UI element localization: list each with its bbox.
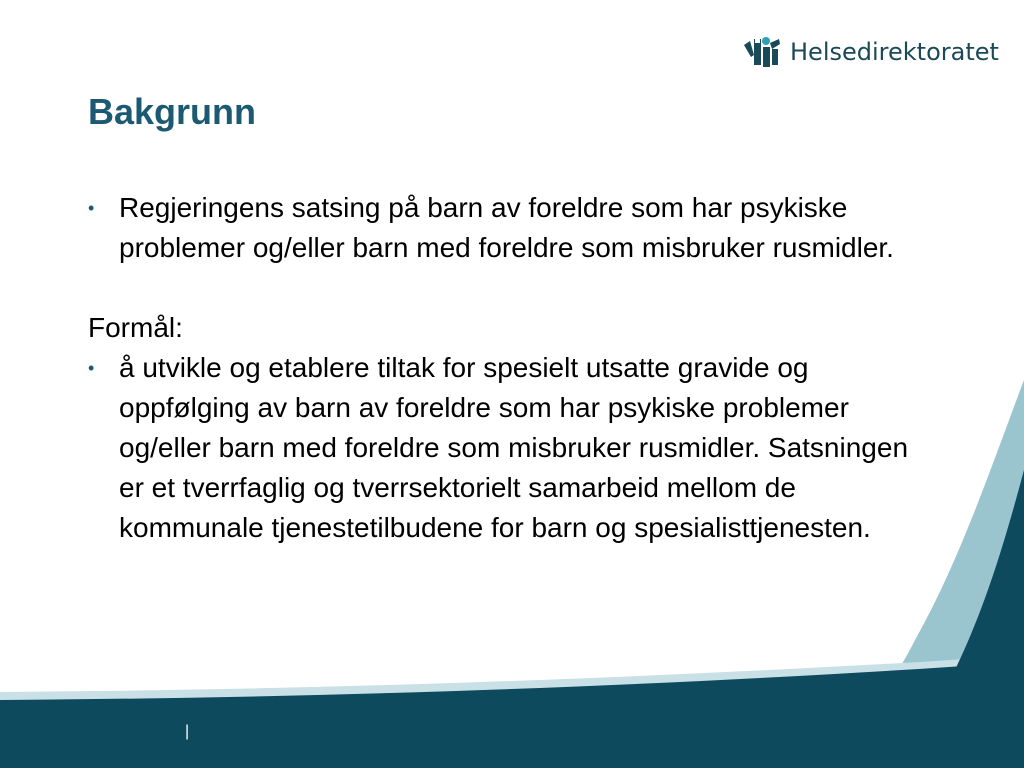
helsedirektoratet-logo-icon [742,35,782,69]
bullet-item-2 [88,348,938,548]
bullet-item-1 [88,188,938,268]
helsedirektoratet-logo [742,34,999,70]
bullet-icon: • [88,358,95,378]
dark-wave-band [0,662,1024,768]
bullet-text-1: Regjeringens satsing på barn av foreldre som har psykiske problemer og/eller barn med foreldre som misbruker rusmidler. [119,192,894,263]
footer-separator: | [185,723,190,740]
bullet-icon: • [88,198,95,218]
section-label: Formål: [88,312,183,343]
spacer [88,268,938,308]
page-title: Bakgrunn [88,91,257,132]
bullet-text-2: å utvikle og etablere tiltak for spesielt utsatte gravide og oppfølging av barn av foreldre som har psykiske problemer og/eller barn med foreldre som misbruker rusmidler. Satsningen er et tverrfaglig og tverrsektorielt samarbeid mellom de kommunale tjenestetilbudene for barn og spesialisttjenesten. [119,352,909,543]
logo-text: Helsedirektoratet [790,38,999,66]
slide-body [88,188,938,548]
